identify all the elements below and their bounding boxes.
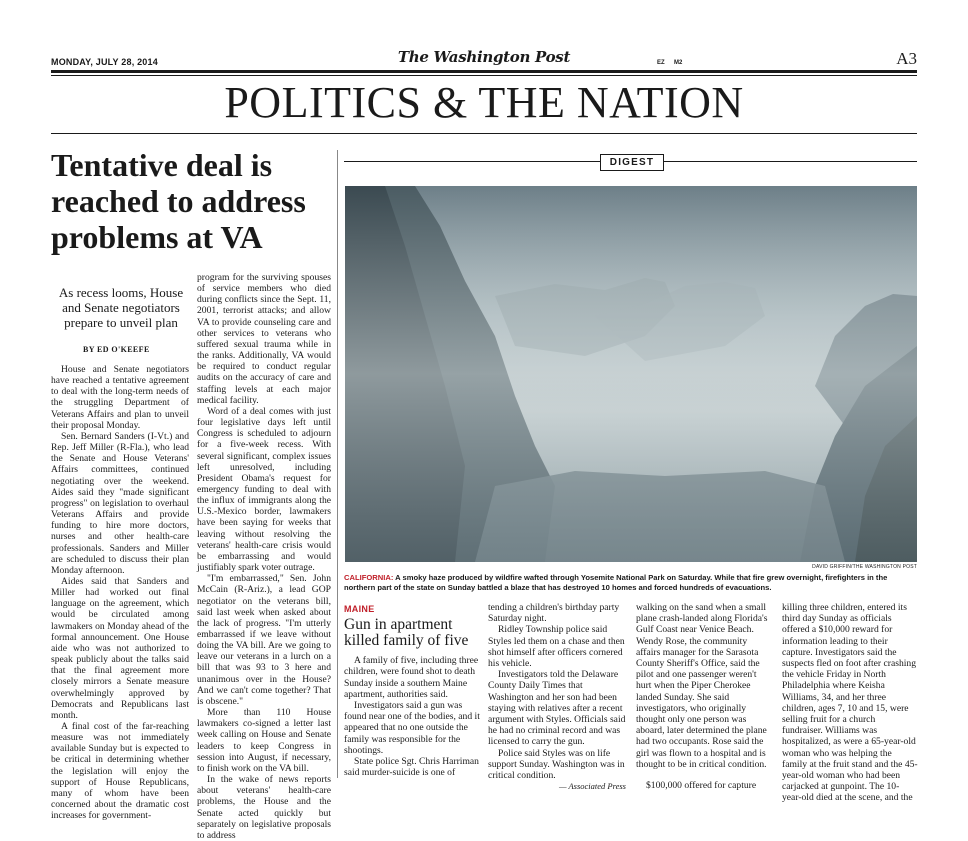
paragraph: House and Senate negotiators have reached a tentative agreement to deal with the long-term needs of the struggling Department of Veterans Affairs and plan to unveil their proposal Monday. [51, 364, 189, 431]
paragraph: A final cost of the far-reaching measure was not immediately available Sunday but is expected to be critical in determining whether the legislation will enjoy the support of House Republicans, many of whom have been concerned about the dramatic cost increases for government- [51, 721, 189, 822]
story-column-1 [51, 364, 189, 822]
story-column-2 [197, 272, 331, 841]
edition-code: EZ [657, 60, 665, 66]
paragraph: More than 110 House lawmakers co-signed a letter last week calling on House and Senate leaders to keep Congress in session into August, if necessary, to finish work on the VA bill. [197, 707, 331, 774]
yosemite-photo [345, 186, 917, 562]
digest-headline: Gun in apartment killed family of five [344, 616, 469, 650]
digest-label: DIGEST [600, 154, 664, 171]
caption-text: A smoky haze produced by wildfire wafted through Yosemite National Park on Saturday. While that fire grew overnight, firefighters in the northern part of the state on Sunday battled a blaze that has destroyed 10 homes and forced hundreds of evacuations. [344, 573, 888, 592]
masthead-logo: The Washington Post [397, 48, 571, 66]
photo-credit: DAVID GRIFFIN/THE WASHINGTON POST [812, 564, 917, 570]
section-title: POLITICS & THE NATION [224, 78, 744, 127]
paragraph: In the wake of news reports about veterans' health-care problems, the House and the Senate acted quickly but separately on legislative proposals to address [197, 774, 331, 841]
paragraph: Word of a deal comes with just four legislative days left until Congress is scheduled to adjourn for a five-week recess. With several significant, complex issues left unresolved, including President Obama's request for emergency funding to deal with the influx of immigrants along the U.S.-Mexico border, lawmakers have been saying for weeks that leaving without resolving the veterans' health-care crisis would be embarrassing and would justifiably spark voter outrage. [197, 405, 331, 574]
digest-column-4 [782, 602, 918, 804]
issue-date: MONDAY, JULY 28, 2014 [51, 57, 158, 67]
paragraph: $100,000 offered for capture [646, 780, 757, 792]
paragraph: Police said Styles was on life support Sunday. Washington was in critical condition. [488, 747, 625, 782]
paragraph: "I'm embarrassed," Sen. John McCain (R-Ariz.), a lead GOP negotiator on the veterans bill, said last week when asked about the lack of progress. "I'm utterly embarrassed if we leave without doing the VA bill. Are we going to leave our veterans in a lurch on a bill that was 93 to 3 here and unanimous over in the House? And we can't come together? That is obscene." [197, 573, 331, 707]
paragraph: Investigators said a gun was found near one of the bodies, and it appeared that no one outside the family was responsible for the shootings. [344, 700, 480, 756]
main-headline: Tentative deal is reached to address problems at VA [51, 147, 306, 255]
page-number: A3 [896, 49, 917, 68]
section-rule [51, 133, 917, 134]
digest-column-3 [636, 602, 772, 792]
digest-column-2 [488, 602, 626, 792]
story-kicker: MAINE [344, 604, 375, 614]
paragraph: Aides said that Sanders and Miller had worked out final language on the agreement, which would be circulated among lawmakers on Monday ahead of the formal announcement. One House aide who was not authorized to speak publicly about the talks said that the final agreement more closely mirrors a Senate measure overwhelmingly approved by Democrats and Republicans last month. [51, 575, 189, 721]
header-rule [51, 70, 917, 73]
landscape-image [345, 186, 917, 562]
photo-caption [344, 573, 917, 593]
paragraph: tending a children's birthday party Saturday night. [488, 602, 620, 625]
column-divider [337, 150, 338, 778]
paragraph: Ridley Township police said Styles led them on a chase and then shot himself after officers cornered his vehicle. [488, 624, 625, 670]
paragraph: Investigators told the Delaware County Daily Times that Washington and her son had been staying with relatives after a recent argument with Styles. Officials said he had no criminal record and was licensed to carry the gun. [488, 669, 626, 748]
paragraph: walking on the sand when a small plane crash-landed along Florida's Gulf Coast near Venice Beach. Wendy Rose, the community affairs manager for the Sarasota County Sheriff's Office, said the pilot and one passenger weren't hurt when the Piper Cherokee landed Sunday. She said investigators, who originally thought only one person was aboard, later determined the plane had two occupants. Rose said the girl was flown to a hospital and is thought to be in critical condition. [636, 602, 768, 770]
paragraph: killing three children, entered its third day Sunday as officials offered a $10,000 reward for information leading to their capture. Investigators said the suspects fled on foot after crashing the vehicle Friday in North Philadelphia where Keisha Williams, 34, and her three children, ages 7, 10 and 15, were selling fruit for a church fundraiser. Williams was hospitalized, as were a 65-year-old woman who was helping the family at the fruit stand and the 45-year-old woman who had been carjacked at gunpoint. The 10-year-old died at the scene, and the [782, 602, 918, 804]
byline: BY ED O'KEEFE [83, 345, 150, 354]
header-rule [51, 75, 917, 76]
paragraph: A family of five, including three children, were found shot to death Sunday inside a southern Maine apartment, authorities said. [344, 655, 479, 700]
paragraph: program for the surviving spouses of service members who died during conflicts since the Sept. 11, 2001, terrorist attacks; and allow VA to provide counseling care and other services to veterans who suffered sexual trauma while in the ranks. Additionally, VA would be required to conduct regular audits on the accuracy of care and staffing levels at each major medical facility. [197, 272, 331, 406]
edition-code: M2 [674, 60, 683, 66]
digest-column-1 [344, 604, 480, 778]
paragraph: State police Sgt. Chris Harriman said murder-suicide is one of [344, 756, 479, 779]
main-subhead: As recess looms, House and Senate negotiators prepare to unveil plan [58, 285, 184, 330]
wire-signoff: — Associated Press [558, 781, 626, 792]
caption-location: CALIFORNIA: [344, 573, 394, 582]
paragraph: Sen. Bernard Sanders (I-Vt.) and Rep. Jeff Miller (R-Fla.), who lead the Senate and House Veterans' Affairs committees, continued negotiating over the weekend. Aides said they "made significant progress" on legislation to overhaul Veterans Affairs and provide funding to hire more doctors, nurses and other health-care professionals. Sanders and Miller are scheduled to discuss their plan Monday afternoon. [51, 430, 189, 576]
